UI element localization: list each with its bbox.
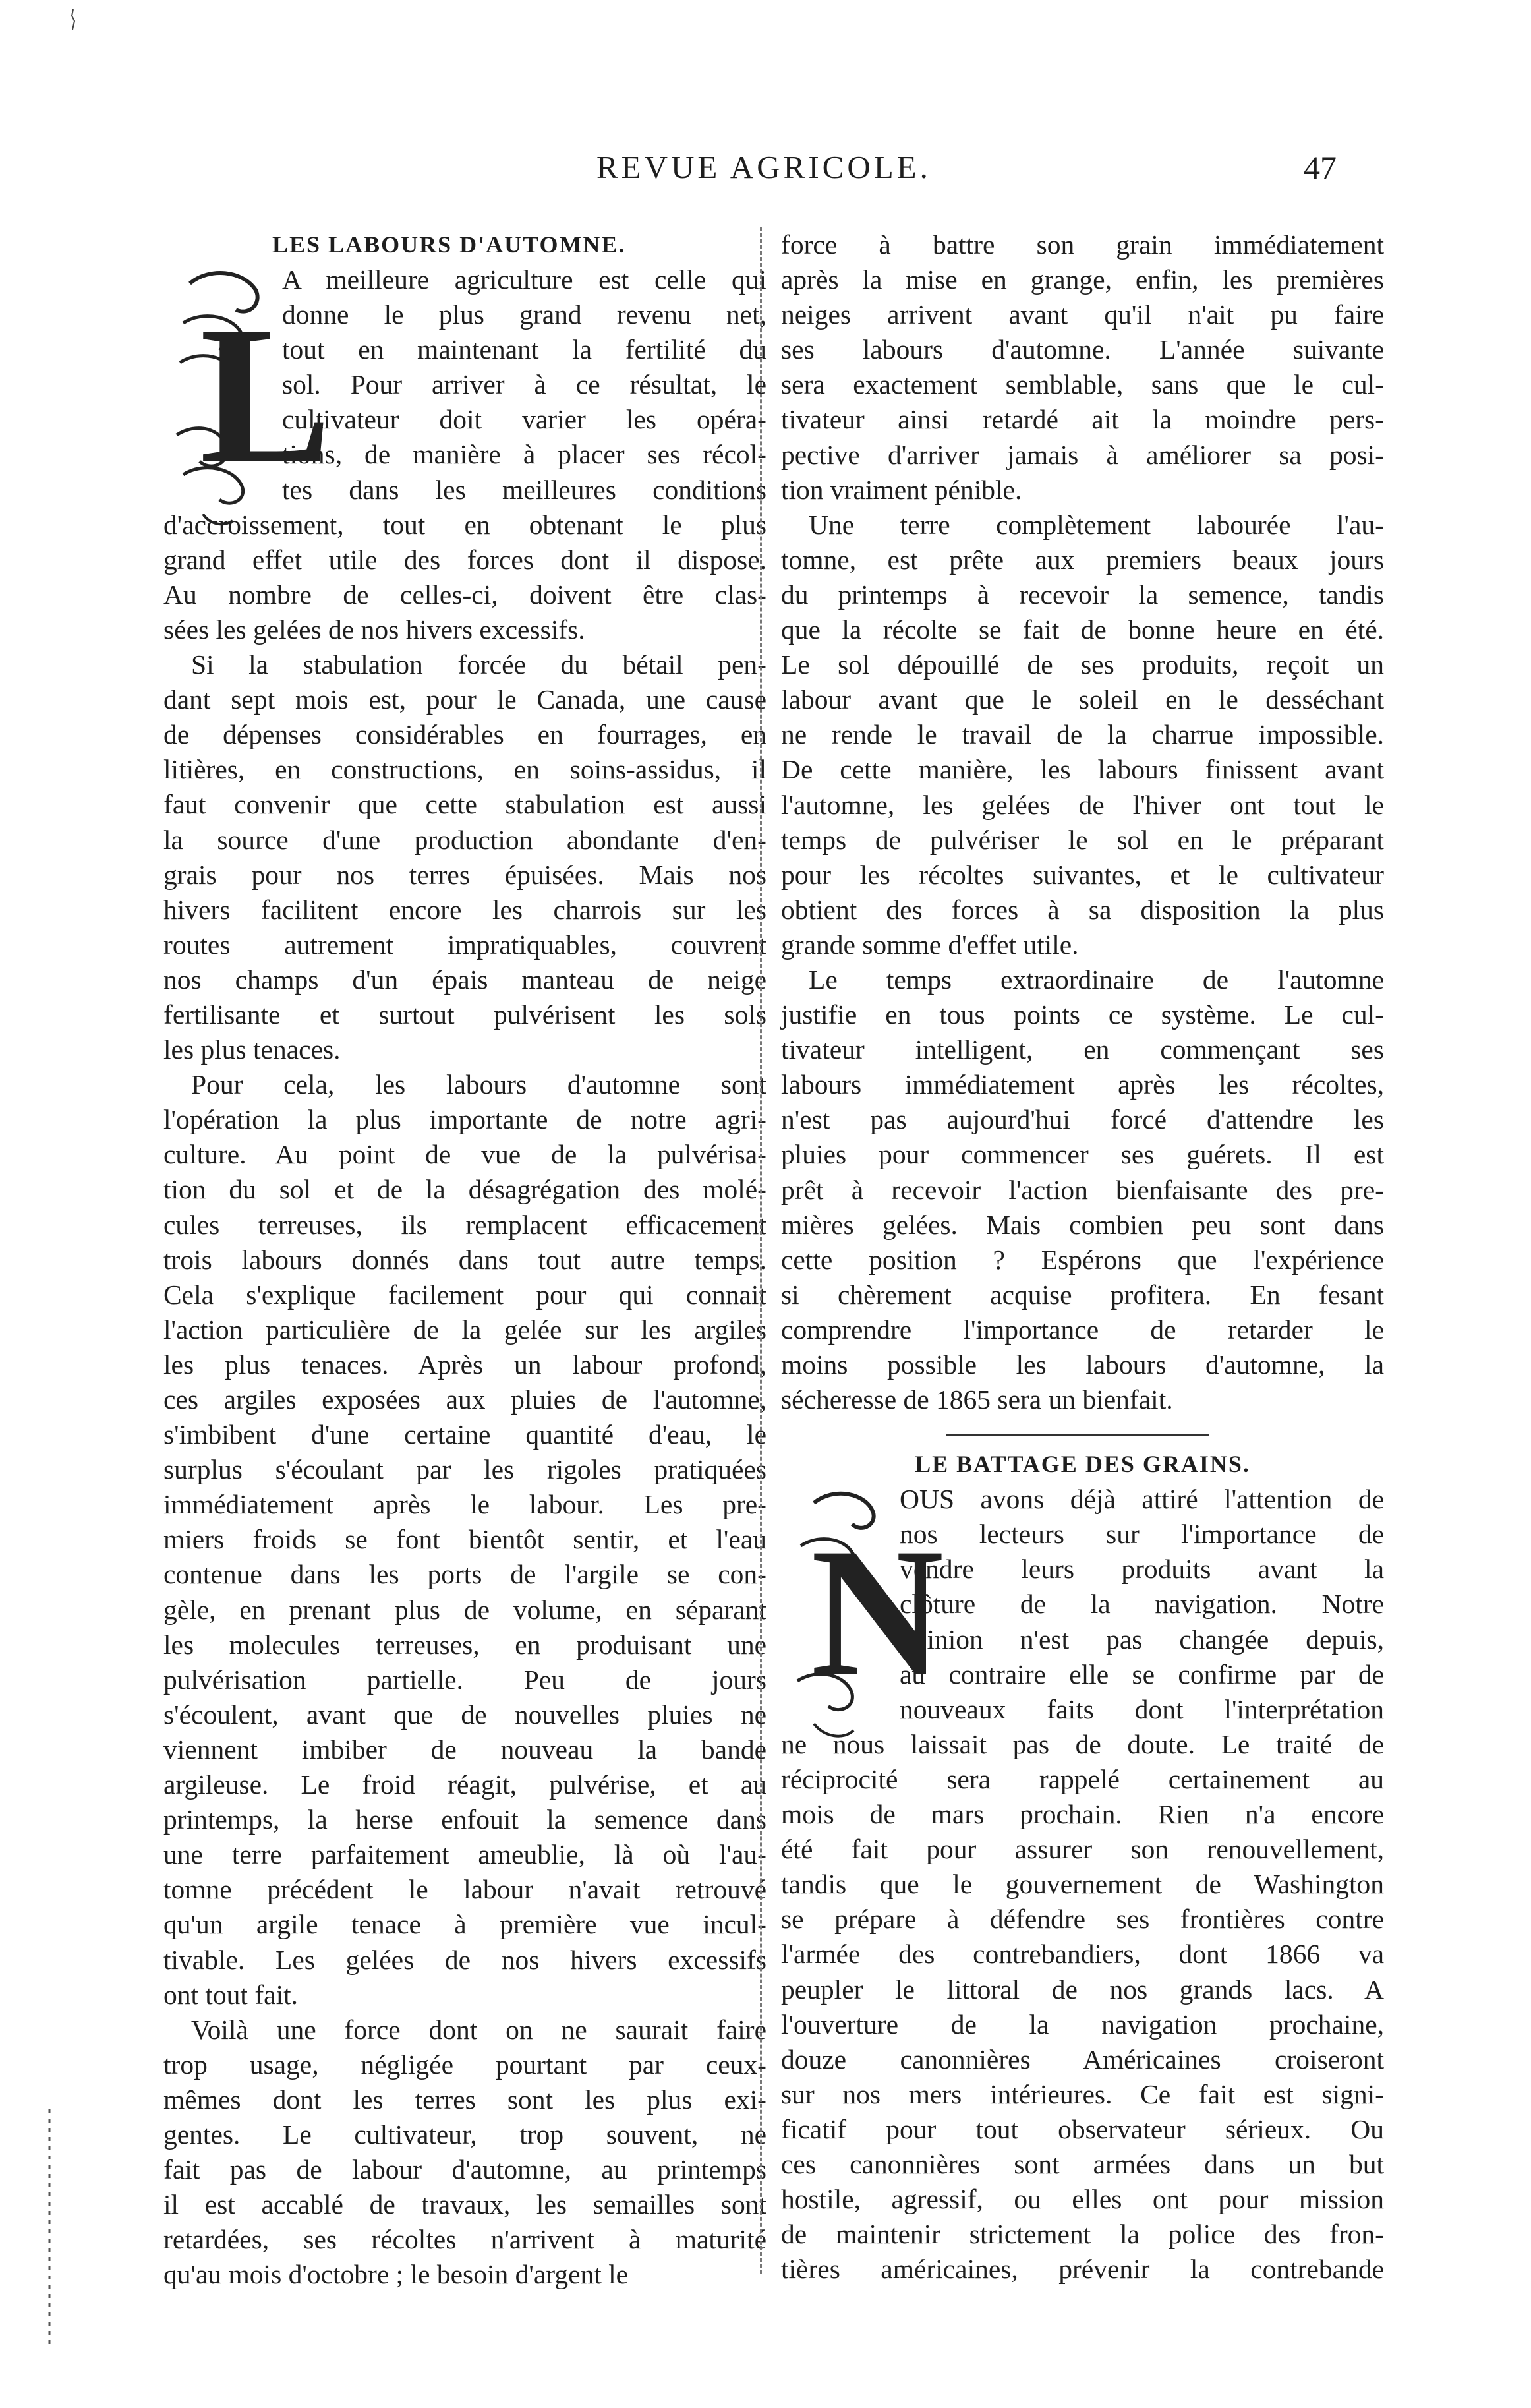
text-line: ont tout fait.: [163, 1979, 299, 2010]
text-line: tes dans les meilleures conditions: [282, 474, 766, 505]
text-line: gèle, en prenant plus de volume, en séparant: [163, 1594, 766, 1625]
text-line: grais pour nos terres épuisées. Mais nos: [163, 859, 766, 890]
text-line: culture. Au point de vue de la pulvérisa-: [163, 1139, 766, 1170]
text-line: cette position ? Espérons que l'expérience: [781, 1244, 1384, 1275]
text-line: Cela s'explique facilement pour qui connait: [163, 1279, 766, 1310]
text-line: opinion n'est pas changée depuis,: [900, 1624, 1384, 1655]
text-line: si chèrement acquise profitera. En fesant: [781, 1279, 1384, 1310]
text-line: du printemps à recevoir la semence, tandis: [781, 579, 1384, 610]
text-line: l'automne, les gelées de l'hiver ont tout le: [781, 789, 1384, 820]
right-column-body-a: [781, 227, 1384, 1417]
text-line: sera exactement semblable, sans que le cul-: [781, 369, 1384, 400]
text-line: tières américaines, prévenir la contrebande: [781, 2254, 1384, 2285]
text-line: nos lecteurs sur l'importance de: [900, 1519, 1384, 1550]
text-line: De cette manière, les labours finissent avant: [781, 754, 1384, 785]
text-line: il est accablé de travaux, les semailles sont: [163, 2189, 766, 2220]
text-line: tivateur ainsi retardé ait la moindre pers-: [781, 404, 1384, 435]
text-line: pective d'arriver jamais à améliorer sa posi-: [781, 439, 1384, 470]
text-line: mêmes dont les terres sont les plus exi-: [163, 2084, 766, 2115]
text-line: routes autrement impratiquables, couvrent: [163, 929, 766, 960]
text-line: viennent imbiber de nouveau la bande: [163, 1734, 766, 1765]
text-line: grande somme d'effet utile.: [781, 929, 1079, 960]
section-divider: [781, 1417, 1384, 1447]
text-line: moins possible les labours d'automne, la: [781, 1349, 1384, 1380]
text-line: été fait pour assurer son renouvellement,: [781, 1834, 1384, 1865]
text-line: force à battre son grain immédiatement: [781, 229, 1384, 260]
text-line: Pour cela, les labours d'automne sont: [191, 1069, 766, 1100]
text-line: Voilà une force dont on ne saurait faire: [191, 2014, 766, 2045]
dropcap-letter-l: L: [200, 285, 332, 504]
text-line: litières, en constructions, en soins-assidus, il: [163, 754, 766, 785]
text-line: d'accroissement, tout en obtenant le plus: [163, 509, 766, 540]
text-line: labour avant que le soleil en le desséchant: [781, 684, 1384, 715]
dropcap-letter-n: N: [811, 1510, 944, 1715]
text-line: miers froids se font bientôt sentir, et l'eau: [163, 1524, 766, 1555]
text-line: tandis que le gouvernement de Washington: [781, 1869, 1384, 1900]
text-line: donne le plus grand revenu net,: [282, 299, 766, 330]
text-line: printemps, la herse enfouit la semence dans: [163, 1804, 766, 1835]
text-line: de dépenses considérables en fourrages, en: [163, 719, 766, 750]
text-line: grand effet utile des forces dont il dispose.: [163, 544, 766, 575]
text-line: tomne, est prête aux premiers beaux jours: [781, 544, 1384, 575]
text-line: les molecules terreuses, en produisant une: [163, 1629, 766, 1660]
text-line: une terre parfaitement ameublie, là où l'au-: [163, 1839, 766, 1870]
text-line: sol. Pour arriver à ce résultat, le: [282, 369, 766, 400]
text-line: trop usage, négligée pourtant par ceux-: [163, 2049, 766, 2080]
text-line: l'armée des contrebandiers, dont 1866 va: [781, 1939, 1384, 1970]
text-line: justifie en tous points ce système. Le cul-: [781, 999, 1384, 1030]
text-line: se prépare à défendre ses frontières contre: [781, 1904, 1384, 1935]
text-line: hivers facilitent encore les charrois sur les: [163, 894, 766, 925]
text-line: Le temps extraordinaire de l'automne: [809, 964, 1384, 995]
text-line: pluies pour commencer ses guérets. Il est: [781, 1139, 1384, 1170]
text-line: comprendre l'importance de retarder le: [781, 1314, 1384, 1345]
text-line: ses labours d'automne. L'année suivante: [781, 334, 1384, 365]
text-line: A meilleure agriculture est celle qui: [282, 264, 766, 295]
text-line: les plus tenaces. Après un labour profond,: [163, 1349, 766, 1380]
text-line: douze canonnières Américaines croiseront: [781, 2043, 1384, 2074]
text-line: tion du sol et de la désagrégation des molé-: [163, 1174, 766, 1205]
text-line: pour les récoltes suivantes, et le cultivateur: [781, 859, 1384, 890]
left-column-body: [163, 508, 766, 2293]
text-line: cultivateur doit varier les opéra-: [282, 404, 766, 435]
text-line: dant sept mois est, pour le Canada, une cause: [163, 684, 766, 715]
text-line: l'ouverture de la navigation prochaine,: [781, 2009, 1384, 2040]
text-line: retardées, ses récoltes n'arrivent à maturité: [163, 2224, 766, 2255]
text-line: pulvérisation partielle. Peu de jours: [163, 1664, 766, 1695]
text-line: prêt à recevoir l'action bienfaisante des pre-: [781, 1174, 1384, 1205]
right-column-body-b: [781, 1727, 1384, 2287]
column-divider: [760, 227, 762, 2274]
text-line: ces argiles exposées aux pluies de l'automne,: [163, 1384, 766, 1415]
text-line: sur nos mers intérieures. Ce fait est signi-: [781, 2078, 1384, 2109]
text-line: hostile, agressif, ou elles ont pour mission: [781, 2184, 1384, 2215]
text-line: gentes. Le cultivateur, trop souvent, ne: [163, 2119, 766, 2150]
text-line: Une terre complètement labourée l'au-: [809, 509, 1384, 540]
text-line: surplus s'écoulant par les rigoles pratiquées: [163, 1454, 766, 1485]
text-line: ficatif pour tout observateur sérieux. Ou: [781, 2113, 1384, 2144]
text-line: tivable. Les gelées de nos hivers excessifs: [163, 1944, 766, 1975]
text-line: clôture de la navigation. Notre: [900, 1589, 1384, 1620]
text-line: mois de mars prochain. Rien n'a encore: [781, 1799, 1384, 1830]
text-line: ne rende le travail de la charrue impossible.: [781, 719, 1384, 750]
text-line: n'est pas aujourd'hui forcé d'attendre les: [781, 1104, 1384, 1135]
text-line: tivateur intelligent, en commençant ses: [781, 1034, 1384, 1065]
scan-mark: [69, 8, 77, 31]
text-line: tion vraiment pénible.: [781, 474, 1022, 505]
text-line: sécheresse de 1865 sera un bienfait.: [781, 1384, 1173, 1415]
text-line: la source d'une production abondante d'en-: [163, 824, 766, 855]
page-number: 47: [1304, 149, 1337, 186]
text-line: labours immédiatement après les récoltes,: [781, 1069, 1384, 1100]
text-line: réciprocité sera rappelé certainement au: [781, 1763, 1384, 1794]
text-line: immédiatement après le labour. Les pre-: [163, 1489, 766, 1520]
text-line: nouveaux faits dont l'interprétation: [900, 1693, 1384, 1724]
text-line: argileuse. Le froid réagit, pulvérise, et au: [163, 1769, 766, 1800]
text-line: vendre leurs produits avant la: [900, 1554, 1384, 1585]
text-line: cules terreuses, ils remplacent efficacement: [163, 1209, 766, 1240]
binding-marks: [40, 2109, 59, 2347]
text-line: tomne précédent le labour n'avait retrouvé: [163, 1874, 766, 1905]
text-line: faut convenir que cette stabulation est aussi: [163, 789, 766, 820]
text-line: qu'au mois d'octobre ; le besoin d'argent le: [163, 2259, 629, 2290]
text-line: Au nombre de celles-ci, doivent être clas-: [163, 579, 766, 610]
text-line: fertilisante et surtout pulvérisent les sols: [163, 999, 766, 1030]
text-line: les plus tenaces.: [163, 1034, 341, 1065]
text-line: s'imbibent d'une certaine quantité d'eau, le: [163, 1419, 766, 1450]
text-line: obtient des forces à sa disposition la plus: [781, 894, 1384, 925]
text-line: au contraire elle se confirme par de: [900, 1659, 1384, 1689]
text-line: que la récolte se fait de bonne heure en été.: [781, 614, 1384, 645]
text-line: l'opération la plus importante de notre agri-: [163, 1104, 766, 1135]
text-line: Le sol dépouillé de ses produits, reçoit un: [781, 649, 1384, 680]
text-line: mières gelées. Mais combien peu sont dans: [781, 1209, 1384, 1240]
left-column: [163, 227, 766, 2292]
text-line: temps de pulvériser le sol en le préparant: [781, 824, 1384, 855]
text-line: nos champs d'un épais manteau de neige: [163, 964, 766, 995]
dropcap-block-l: [163, 262, 766, 508]
text-line: s'écoulent, avant que de nouvelles pluies ne: [163, 1699, 766, 1730]
text-line: contenue dans les ports de l'argile se con-: [163, 1559, 766, 1590]
right-column: [781, 227, 1384, 2287]
text-line: qu'un argile tenace à première vue incul-: [163, 1909, 766, 1940]
text-line: fait pas de labour d'automne, au printemps: [163, 2154, 766, 2185]
ornamental-initial-l-icon: [163, 264, 332, 541]
section-title-battage: LE BATTAGE DES GRAINS.: [915, 1451, 1250, 1478]
text-line: de maintenir strictement la police des fron-: [781, 2219, 1384, 2250]
dropcap-block-n: [781, 1482, 1384, 1727]
text-line: OUS avons déjà attiré l'attention de: [900, 1484, 1384, 1515]
text-line: Si la stabulation forcée du bétail pen-: [191, 649, 766, 680]
text-line: sées les gelées de nos hivers excessifs.: [163, 614, 585, 645]
text-line: ces canonnières sont armées dans un but: [781, 2148, 1384, 2179]
text-line: l'action particulière de la gelée sur les argiles: [163, 1314, 766, 1345]
page-header: [0, 148, 1531, 194]
text-line: neiges arrivent avant qu'il n'ait pu faire: [781, 299, 1384, 330]
text-line: trois labours donnés dans tout autre temps.: [163, 1244, 766, 1275]
text-line: peupler le littoral de nos grands lacs. A: [781, 1974, 1384, 2005]
text-line: tout en maintenant la fertilité du: [282, 334, 766, 365]
ornamental-initial-n-icon: [781, 1483, 944, 1760]
section-title-labours: LES LABOURS D'AUTOMNE.: [272, 231, 626, 258]
text-line: ne nous laissait pas de doute. Le traité de: [781, 1728, 1384, 1759]
text-line: tions, de manière à placer ses récol-: [282, 439, 766, 470]
text-line: après la mise en grange, enfin, les premières: [781, 264, 1384, 295]
running-title: REVUE AGRICOLE.: [596, 149, 931, 185]
